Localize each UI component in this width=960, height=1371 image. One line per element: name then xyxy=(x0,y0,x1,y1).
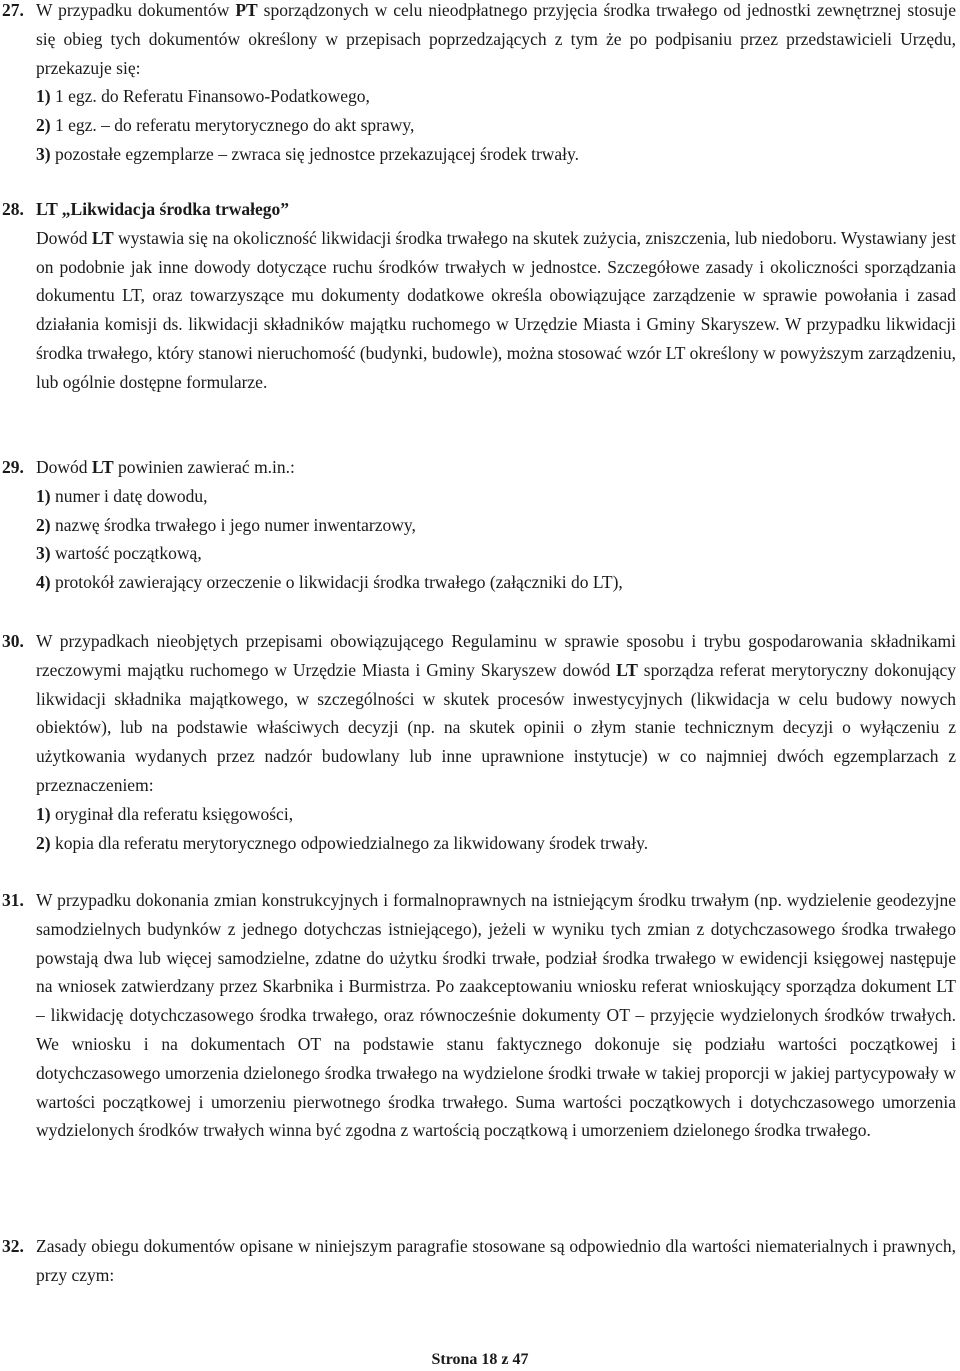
page-footer: Strona 18 z 47 xyxy=(431,1351,529,1368)
list-item: 2) kopia dla referatu merytorycznego odpowiedzialnego za likwidowany środek trwały. xyxy=(36,832,649,853)
paragraph-text: Zasady obiegu dokumentów opisane w niniejszym paragrafie stosowane są odpowiednio dla wartości niematerialnych i prawnych, przy czym: xyxy=(36,1236,956,1285)
list-item: 3) wartość początkową, xyxy=(36,543,202,564)
section-30 xyxy=(0,627,956,857)
list-item: 2) nazwę środka trwałego i jego numer inwentarzowy, xyxy=(36,514,416,535)
section-28 xyxy=(0,195,956,397)
section-number: 27. xyxy=(2,0,24,20)
section-number: 30. xyxy=(2,631,24,651)
section-27 xyxy=(0,0,956,169)
list-item: 1) 1 egz. do Referatu Finansowo-Podatkowego, xyxy=(36,86,370,107)
list-item: 1) oryginał dla referatu księgowości, xyxy=(36,803,294,824)
section-heading: LT „Likwidacja środka trwałego” xyxy=(36,199,289,219)
section-number: 29. xyxy=(2,457,24,477)
section-31 xyxy=(0,886,956,1145)
paragraph-text: Dowód LT powinien zawierać m.in.: xyxy=(36,457,295,477)
paragraph-text: W przypadkach nieobjętych przepisami obowiązującego Regulaminu w sprawie sposobu i trybu gospodarowania składnikami rzeczowymi majątku ruchomego w Urzędzie Miasta i Gminy Skaryszew dowód LT sporządza referat merytoryczny dokonujący likwidacji składnika majątkowego, w szczególności w skutek procesów inwestycyjnych (likwidacja w celu budowy nowych obiektów), lub na podstawie właściwych decyzji (np. na skutek opinii o złym stanie technicznym decyzji o wyłączeniu z użytkowania wydanych przez nadzór budowlany lub inne uprawnione instytucje) w co najmniej dwóch egzemplarzach z przeznaczeniem: xyxy=(36,631,956,795)
list-item: 3) pozostałe egzemplarze – zwraca się jednostce przekazującej środek trwały. xyxy=(36,143,580,164)
list-item: 2) 1 egz. – do referatu merytorycznego do akt sprawy, xyxy=(36,115,415,136)
paragraph-text: W przypadku dokonania zmian konstrukcyjnych i formalnoprawnych na istniejącym środku trwałym (np. wydzielenie geodezyjne samodzielnych budynków z jednego dotychczas istniejącego), jeżeli w wyniku tych zmian z dotychczasowego środka trwałego powstają dwa lub więcej samodzielne, zdatne do użytku środki trwałe, podział środka trwałego w ewidencji księgowej następuje na wniosek zatwierdzany przez Skarbnika i Burmistrza. Po zaakceptowaniu wniosku referat wnioskujący sporządza dokument LT – likwidację dotychczasowego środka trwałego, oraz równocześnie dokumenty OT – przyjęcie wydzielonych środków trwałych. We wniosku i na dokumentach OT na podstawie stanu faktycznego dokonuje się podziału wartości początkowej i dotychczasowego umorzenia dzielonego środka trwałego na wydzielone środki trwałe w takiej proporcji w jakiej partycypowały w wartości początkowej i umorzeniu pierwotnego środka trwałego. Suma wartości początkowych i dotychczasowego umorzenia wydzielonych środków trwałych winna być zgodna z wartością początkową i umorzeniem dzielonego środka trwałego. xyxy=(36,890,956,1141)
section-32 xyxy=(0,1232,956,1290)
section-number: 32. xyxy=(2,1236,24,1256)
section-number: 31. xyxy=(2,890,24,910)
paragraph-text: Dowód LT wystawia się na okoliczność likwidacji środka trwałego na skutek zużycia, zniszczenia, lub niedoboru. Wystawiany jest on podobnie jak inne dowody dotyczące ruchu środków trwałych w jednostce. Szczegółowe zasady i okoliczności sporządzania dokumentu LT, oraz towarzyszące mu dokumenty dodatkowe określa obowiązujące zarządzenie w sprawie powołania i zasad działania komisji ds. likwidacji składników majątku ruchomego w Urzędzie Miasta i Gminy Skaryszew. W przypadku likwidacji środka trwałego, który stanowi nieruchomość (budynki, budowle), można stosować wzór LT określony w powyższym zarządzeniu, lub ogólnie dostępne formularze. xyxy=(36,227,956,392)
list-item: 1) numer i datę dowodu, xyxy=(36,485,208,506)
list-item: 4) protokół zawierający orzeczenie o likwidacji środka trwałego (załączniki do LT), xyxy=(36,572,623,593)
section-number: 28. xyxy=(2,199,24,219)
section-29 xyxy=(0,453,956,597)
paragraph-text: W przypadku dokumentów PT sporządzonych w celu nieodpłatnego przyjęcia środka trwałego od jednostki zewnętrznej stosuje się obieg tych dokumentów określony w przepisach poprzedzających z tym że po podpisaniu przez przedstawicieli Urzędu, przekazuje się: xyxy=(36,0,956,78)
